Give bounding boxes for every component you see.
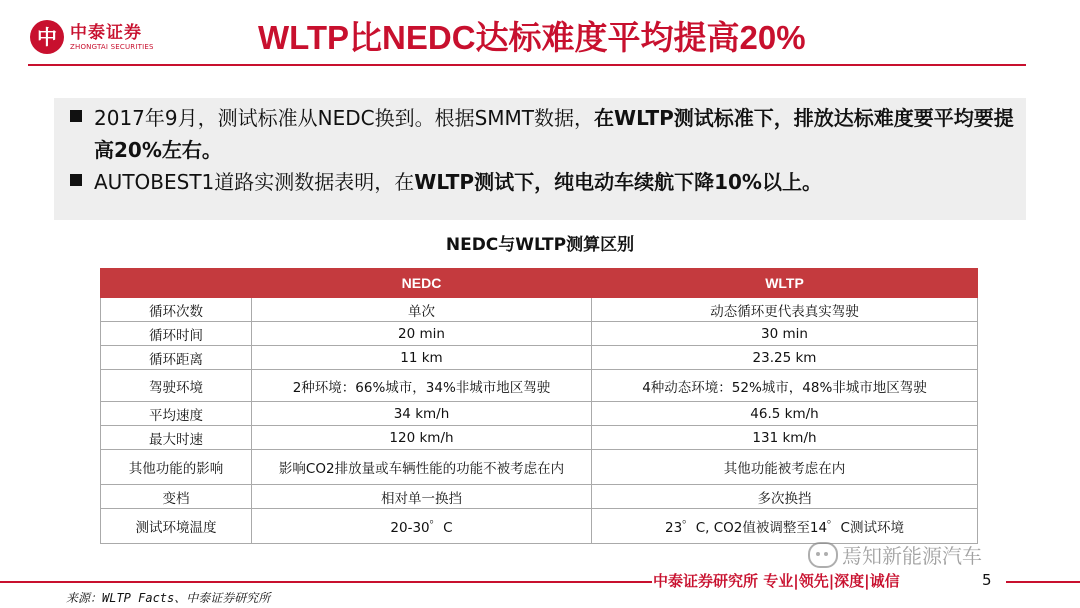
bullet-emphasis: WLTP测试下，纯电动车续航下降10%以上。 bbox=[414, 170, 822, 194]
nedc-cell: 20-30゜C bbox=[252, 509, 592, 544]
title-divider bbox=[28, 64, 1026, 66]
nedc-cell: 20 min bbox=[252, 322, 592, 346]
bullet-square-icon bbox=[70, 174, 82, 186]
row-label: 测试环境温度 bbox=[101, 509, 252, 544]
row-label: 驾驶环境 bbox=[101, 370, 252, 402]
table-row bbox=[101, 426, 978, 450]
bullet-text: 2017年9月，测试标准从NEDC换到。根据SMMT数据， bbox=[94, 106, 595, 130]
row-label: 其他功能的影响 bbox=[101, 450, 252, 485]
wltp-cell: 46.5 km/h bbox=[592, 402, 978, 426]
company-logo bbox=[30, 20, 154, 54]
wltp-cell: 30 min bbox=[592, 322, 978, 346]
comparison-table bbox=[100, 268, 978, 544]
wltp-cell: 4种动态环境：52%城市，48%非城市地区驾驶 bbox=[592, 370, 978, 402]
bullet-text: AUTOBEST1道路实测数据表明，在 bbox=[94, 170, 415, 194]
wechat-icon bbox=[808, 542, 838, 568]
row-label: 循环距离 bbox=[101, 346, 252, 370]
row-label: 循环次数 bbox=[101, 298, 252, 322]
footer-divider-right bbox=[1006, 581, 1080, 583]
footer-brand: 中泰证券研究所 专业|领先|深度|诚信 bbox=[653, 572, 900, 590]
footer-divider-left bbox=[0, 581, 652, 583]
wechat-watermark bbox=[808, 540, 982, 569]
row-label: 变档 bbox=[101, 485, 252, 509]
page-number: 5 bbox=[982, 571, 992, 589]
row-label: 平均速度 bbox=[101, 402, 252, 426]
bullet-item bbox=[70, 166, 1014, 198]
bullet-item bbox=[70, 102, 1014, 166]
bullet-emphasis: 在WLTP测试标准下，排放达标难度要平均要提高20%左右。 bbox=[94, 106, 1014, 162]
row-label: 循环时间 bbox=[101, 322, 252, 346]
table-row bbox=[101, 450, 978, 485]
nedc-cell: 120 km/h bbox=[252, 426, 592, 450]
nedc-cell: 单次 bbox=[252, 298, 592, 322]
header-cell bbox=[101, 269, 252, 298]
table-row bbox=[101, 485, 978, 509]
nedc-cell: 34 km/h bbox=[252, 402, 592, 426]
logo-icon: 中 bbox=[30, 20, 64, 54]
table-caption: NEDC与WLTP测算区别 bbox=[445, 235, 635, 255]
bullet-square-icon bbox=[70, 110, 82, 122]
page-title: WLTP比NEDC达标难度平均提高20% bbox=[258, 19, 806, 56]
header-cell-wltp: WLTP bbox=[592, 269, 978, 298]
source-note: 来源：WLTP Facts、中泰证券研究所 bbox=[66, 591, 271, 605]
nedc-cell: 2种环境：66%城市，34%非城市地区驾驶 bbox=[252, 370, 592, 402]
wltp-cell: 23.25 km bbox=[592, 346, 978, 370]
table-row bbox=[101, 322, 978, 346]
nedc-cell: 11 km bbox=[252, 346, 592, 370]
summary-box bbox=[54, 98, 1026, 220]
wltp-cell: 多次换挡 bbox=[592, 485, 978, 509]
wltp-cell: 131 km/h bbox=[592, 426, 978, 450]
logo-name-en: ZHONGTAI SECURITIES bbox=[70, 42, 154, 51]
watermark-text: 焉知新能源汽车 bbox=[842, 544, 982, 568]
nedc-cell: 影响CO2排放量或车辆性能的功能不被考虑在内 bbox=[252, 450, 592, 485]
table-row bbox=[101, 402, 978, 426]
logo-name-cn: 中泰证券 bbox=[70, 22, 142, 43]
header-cell-nedc: NEDC bbox=[252, 269, 592, 298]
table-header-row bbox=[101, 269, 978, 298]
table-row bbox=[101, 346, 978, 370]
nedc-cell: 相对单一换挡 bbox=[252, 485, 592, 509]
table-row bbox=[101, 298, 978, 322]
wltp-cell: 23゜C, CO2值被调整至14゜C测试环境 bbox=[592, 509, 978, 544]
table-row bbox=[101, 370, 978, 402]
wltp-cell: 其他功能被考虑在内 bbox=[592, 450, 978, 485]
table-row bbox=[101, 509, 978, 544]
row-label: 最大时速 bbox=[101, 426, 252, 450]
wltp-cell: 动态循环更代表真实驾驶 bbox=[592, 298, 978, 322]
